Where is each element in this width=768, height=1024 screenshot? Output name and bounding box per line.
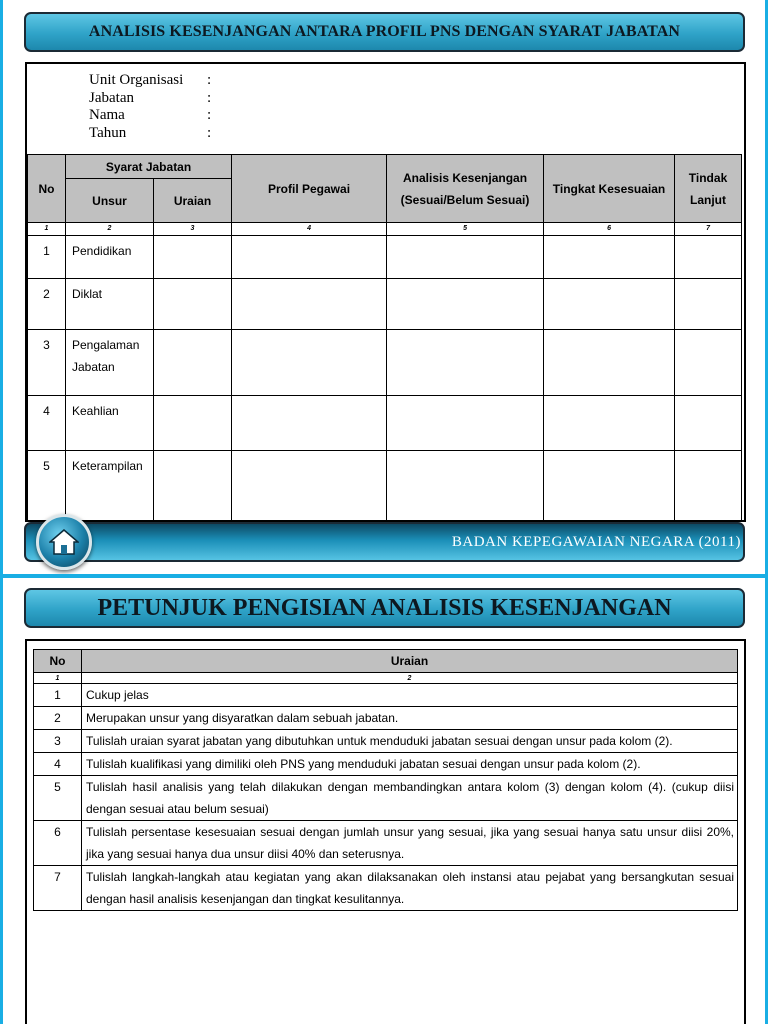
cell-analisis[interactable] <box>387 451 544 521</box>
column-number: 7 <box>675 223 742 236</box>
cell-uraian[interactable] <box>154 451 232 521</box>
table-row <box>34 730 738 753</box>
instruction-table <box>33 649 738 911</box>
table-row <box>28 279 742 330</box>
info-row-tahun <box>89 125 211 143</box>
row-no: 3 <box>28 330 66 396</box>
row-unsur: Pendidikan <box>66 236 154 279</box>
row-unsur: Diklat <box>66 279 154 330</box>
row-text: Tulislah kualifikasi yang dimiliki oleh PNS yang menduduki jabatan sesuai dengan unsur pada kolom (2). <box>82 753 738 776</box>
info-label: Jabatan <box>89 89 134 106</box>
row-text: Tulislah hasil analisis yang telah dilakukan dengan membandingkan antara kolom (3) dengan kolom (4). (cukup diisi dengan sesuai atau belum sesuai) <box>82 776 738 821</box>
info-sep: : <box>207 124 212 141</box>
table-row <box>34 821 738 866</box>
column-number: 4 <box>232 223 387 236</box>
slide1-title: ANALISIS KESENJANGAN ANTARA PROFIL PNS DENGAN SYARAT JABATAN <box>88 23 681 40</box>
info-sep: : <box>207 72 212 88</box>
column-number: 3 <box>154 223 232 236</box>
cell-profil[interactable] <box>232 451 387 521</box>
slide1-content-box <box>25 62 746 522</box>
footer-bar <box>24 522 745 562</box>
cell-tindak[interactable] <box>675 396 742 451</box>
cell-profil[interactable] <box>232 330 387 396</box>
cell-tindak[interactable] <box>675 236 742 279</box>
cell-analisis[interactable] <box>387 279 544 330</box>
slide2-content-box <box>25 639 746 1024</box>
row-no: 7 <box>34 866 82 911</box>
slide2-title-banner <box>24 588 745 628</box>
cell-uraian[interactable] <box>154 396 232 451</box>
row-text: Tulislah langkah-langkah atau kegiatan yang akan dilaksanakan oleh instansi atau pejabat yang bersangkutan sesuai dengan hasil analisis kesenjangan dan tingkat kesulitannya. <box>82 866 738 911</box>
table-row <box>34 776 738 821</box>
table-row <box>28 451 742 521</box>
slide1-title-banner <box>24 12 745 52</box>
header-profil-pegawai: Profil Pegawai <box>232 155 387 223</box>
info-label: Nama <box>89 107 125 123</box>
row-no: 5 <box>28 451 66 521</box>
row-no: 6 <box>34 821 82 866</box>
row-unsur: Pengalaman Jabatan <box>66 330 154 396</box>
header-no: No <box>34 650 82 673</box>
table-row <box>34 707 738 730</box>
header-analisis-kesenjangan <box>387 155 544 223</box>
row-unsur: Keterampilan <box>66 451 154 521</box>
cell-tindak[interactable] <box>675 330 742 396</box>
info-row-unit <box>89 72 211 90</box>
cell-uraian[interactable] <box>154 279 232 330</box>
header-tingkat-kesesuaian: Tingkat Kesesuaian <box>544 155 675 223</box>
header-uraian: Uraian <box>154 179 232 223</box>
header-analisis-line2: (Sesuai/Belum Sesuai) <box>400 192 530 207</box>
cell-uraian[interactable] <box>154 330 232 396</box>
info-sep: : <box>207 89 212 106</box>
cell-uraian[interactable] <box>154 236 232 279</box>
column-number: 6 <box>544 223 675 236</box>
header-no: No <box>28 155 66 223</box>
column-number: 2 <box>66 223 154 236</box>
column-number-row <box>28 223 742 236</box>
slide2-title: PETUNJUK PENGISIAN ANALISIS KESENJANGAN <box>97 594 672 621</box>
cell-tingkat[interactable] <box>544 451 675 521</box>
cell-tingkat[interactable] <box>544 236 675 279</box>
header-unsur: Unsur <box>66 179 154 223</box>
row-text: Tulislah uraian syarat jabatan yang dibutuhkan untuk menduduki jabatan sesuai dengan unsur pada kolom (2). <box>82 730 738 753</box>
info-row-nama <box>89 107 211 125</box>
row-text: Merupakan unsur yang disyaratkan dalam sebuah jabatan. <box>82 707 738 730</box>
column-number-row <box>34 673 738 684</box>
header-uraian: Uraian <box>82 650 738 673</box>
cell-tingkat[interactable] <box>544 330 675 396</box>
column-number: 1 <box>28 223 66 236</box>
row-no: 2 <box>28 279 66 330</box>
slide-analisis-kesenjangan <box>3 0 765 574</box>
table-row <box>34 866 738 911</box>
cell-profil[interactable] <box>232 396 387 451</box>
cell-analisis[interactable] <box>387 396 544 451</box>
header-tindak-line1: Tindak <box>688 170 728 185</box>
column-number: 5 <box>387 223 544 236</box>
table-row <box>34 753 738 776</box>
header-tindak-lanjut <box>675 155 742 223</box>
cell-tindak[interactable] <box>675 451 742 521</box>
column-number: 2 <box>82 673 738 684</box>
footer-text: BADAN KEPEGAWAIAN NEGARA (2011) <box>451 534 741 550</box>
row-text: Cukup jelas <box>82 684 738 707</box>
info-block <box>89 72 211 142</box>
row-no: 1 <box>34 684 82 707</box>
cell-tingkat[interactable] <box>544 279 675 330</box>
row-no: 1 <box>28 236 66 279</box>
cell-profil[interactable] <box>232 279 387 330</box>
analysis-table <box>27 154 742 521</box>
row-no: 4 <box>34 753 82 776</box>
row-no: 5 <box>34 776 82 821</box>
header-analisis-line1: Analisis Kesenjangan <box>402 170 528 185</box>
cell-tingkat[interactable] <box>544 396 675 451</box>
row-no: 3 <box>34 730 82 753</box>
header-tindak-line2: Lanjut <box>690 192 727 207</box>
info-sep: : <box>207 107 212 123</box>
cell-analisis[interactable] <box>387 236 544 279</box>
row-no: 4 <box>28 396 66 451</box>
info-row-jabatan <box>89 90 211 108</box>
cell-tindak[interactable] <box>675 279 742 330</box>
cell-analisis[interactable] <box>387 330 544 396</box>
header-syarat-jabatan: Syarat Jabatan <box>66 155 232 179</box>
row-text: Tulislah persentase kesesuaian sesuai dengan jumlah unsur yang sesuai, jika yang sesuai hanya satu unsur diisi 20%, jika yang sesuai hanya dua unsur diisi 40% dan seterusnya. <box>82 821 738 866</box>
home-button[interactable] <box>36 514 92 570</box>
cell-profil[interactable] <box>232 236 387 279</box>
home-icon <box>49 527 79 557</box>
row-no: 2 <box>34 707 82 730</box>
table-row <box>28 330 742 396</box>
table-row <box>28 396 742 451</box>
table-row <box>28 236 742 279</box>
info-label: Tahun <box>89 124 127 141</box>
table-row <box>34 684 738 707</box>
column-number: 1 <box>34 673 82 684</box>
slide-petunjuk-pengisian <box>3 578 765 1024</box>
row-unsur: Keahlian <box>66 396 154 451</box>
info-label: Unit Organisasi <box>89 72 184 88</box>
